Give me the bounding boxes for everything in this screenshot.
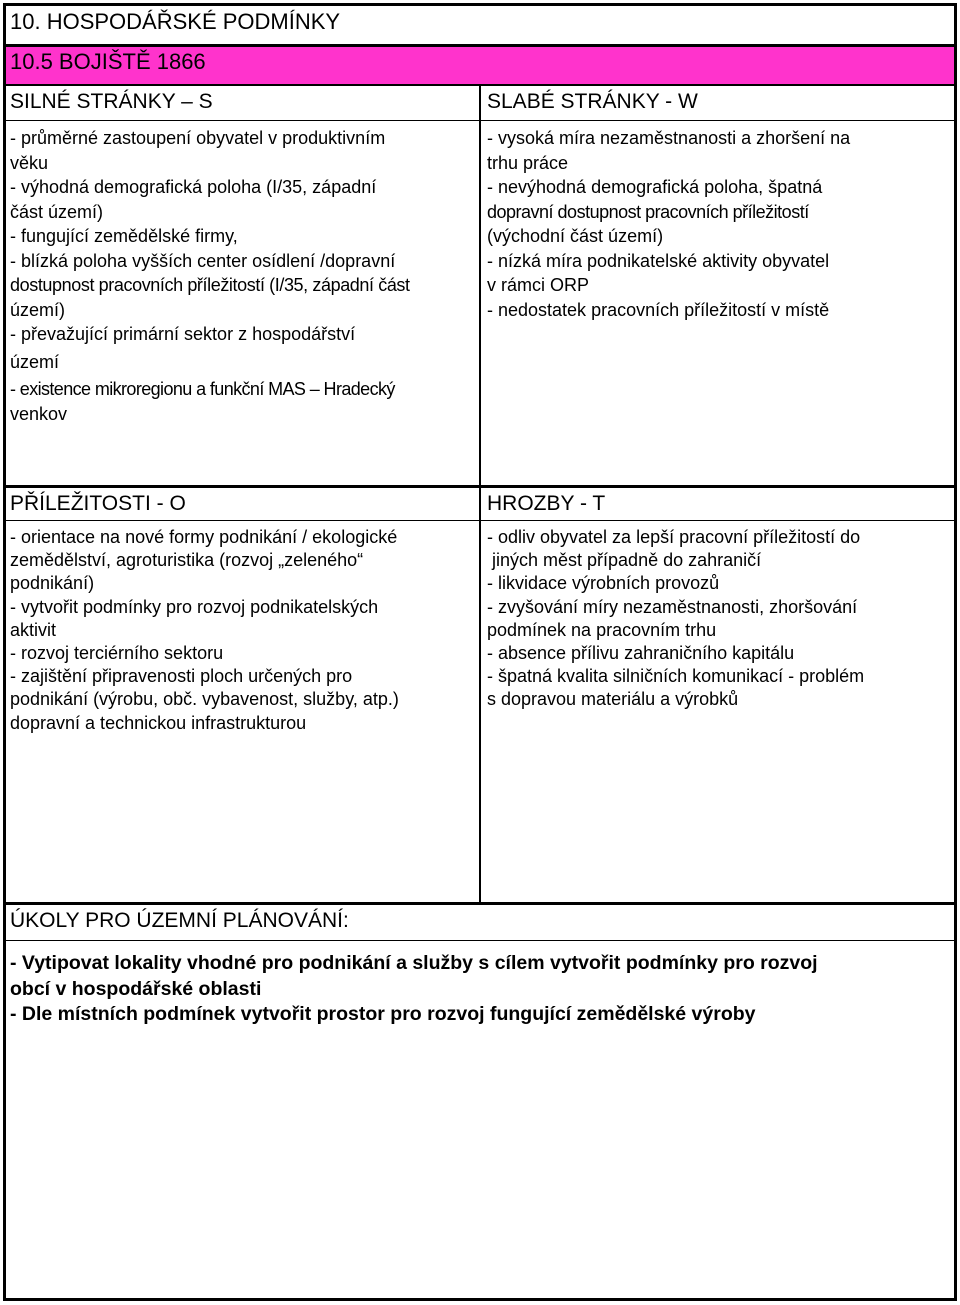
opportunities-line: - orientace na nové formy podnikání / ekologické xyxy=(10,527,398,547)
weaknesses-line: (východní část území) xyxy=(487,226,664,246)
rule-above-tasks xyxy=(6,902,954,905)
strengths-line: - fungující zemědělské firmy, xyxy=(10,226,238,246)
threats-line: jiných měst případně do zahraničí xyxy=(487,550,762,571)
weaknesses-line: v rámci ORP xyxy=(487,275,590,295)
strengths-line: - existence mikroregionu a funkční MAS – Hradecký xyxy=(10,379,395,399)
tasks-line: obcí v hospodářské oblasti xyxy=(10,977,262,1000)
threats-line: - odliv obyvatel za lepší pracovní příležitostí do xyxy=(487,527,861,547)
opportunities-list xyxy=(10,526,478,735)
weaknesses-list xyxy=(487,126,952,322)
strengths-line: dostupnost pracovních příležitostí (I/35, západní část xyxy=(10,275,410,295)
weaknesses-line: trhu práce xyxy=(487,152,569,173)
weaknesses-line: - nedostatek pracovních příležitostí v místě xyxy=(487,299,830,320)
opportunities-heading: PŘÍLEŽITOSTI - O xyxy=(10,492,186,515)
strengths-line: - převažující primární sektor z hospodářství xyxy=(10,324,356,344)
column-divider xyxy=(479,84,481,902)
opportunities-line: podnikání) xyxy=(10,573,95,594)
threats-line: - absence přílivu zahraničního kapitálu xyxy=(487,643,795,664)
weaknesses-line: - nízká míra podnikatelské aktivity obyvatel xyxy=(487,250,830,271)
section-title: 10. HOSPODÁŘSKÉ PODMÍNKY xyxy=(10,9,341,34)
strengths-line: venkov xyxy=(10,403,68,424)
tasks-heading: ÚKOLY PRO ÚZEMNÍ PLÁNOVÁNÍ: xyxy=(10,909,349,932)
tasks-line: - Vytipovat lokality vhodné pro podnikání a služby s cílem vytvořit podmínky pro rozvoj xyxy=(10,952,818,974)
opportunities-line: - vytvořit podmínky pro rozvoj podnikatelských xyxy=(10,596,379,617)
strengths-line: věku xyxy=(10,152,49,173)
opportunities-line: - rozvoj terciérního sektoru xyxy=(10,643,224,664)
threats-line: s dopravou materiálu a výrobků xyxy=(487,689,739,710)
threats-list xyxy=(487,526,952,712)
strengths-line: část území) xyxy=(10,201,104,222)
weaknesses-heading: SLABÉ STRÁNKY - W xyxy=(487,90,698,113)
strengths-heading: SILNÉ STRÁNKY – S xyxy=(10,90,213,113)
subsection-title: 10.5 BOJIŠTĚ 1866 xyxy=(10,49,206,74)
strengths-line: - průměrné zastoupení obyvatel v produktivním xyxy=(10,128,386,148)
strengths-line: území) xyxy=(10,299,66,320)
threats-line: - likvidace výrobních provozů xyxy=(487,573,720,594)
rule-under-tasks-heading xyxy=(6,940,954,941)
strengths-line: - blízká poloha vyšších center osídlení /dopravní xyxy=(10,250,396,271)
opportunities-line: aktivit xyxy=(10,619,57,640)
opportunities-line: podnikání (výrobu, obč. vybavenost, služby, atp.) xyxy=(10,689,399,710)
threats-heading: HROZBY - T xyxy=(487,492,606,515)
weaknesses-line: - vysoká míra nezaměstnanosti a zhoršení na xyxy=(487,128,851,148)
opportunities-line: dopravní a technickou infrastrukturou xyxy=(10,712,307,733)
strengths-line: - výhodná demografická poloha (I/35, západní xyxy=(10,177,377,197)
threats-line: - zvyšování míry nezaměstnanosti, zhoršování xyxy=(487,596,858,617)
tasks-line: - Dle místních podmínek vytvořit prostor pro rozvoj fungující zemědělské výroby xyxy=(10,1003,756,1025)
strengths-line: území xyxy=(10,351,60,372)
tasks-list xyxy=(10,951,950,1028)
threats-line: - špatná kvalita silničních komunikací - problém xyxy=(487,666,865,687)
opportunities-line: - zajištění připravenosti ploch určených pro xyxy=(10,666,353,687)
threats-line: podmínek na pracovním trhu xyxy=(487,619,717,640)
weaknesses-line: dopravní dostupnost pracovních příležitostí xyxy=(487,201,809,222)
weaknesses-line: - nevýhodná demografická poloha, špatná xyxy=(487,177,823,197)
strengths-list xyxy=(10,126,478,426)
opportunities-line: zemědělství, agroturistika (rozvoj „zeleného“ xyxy=(10,550,364,571)
